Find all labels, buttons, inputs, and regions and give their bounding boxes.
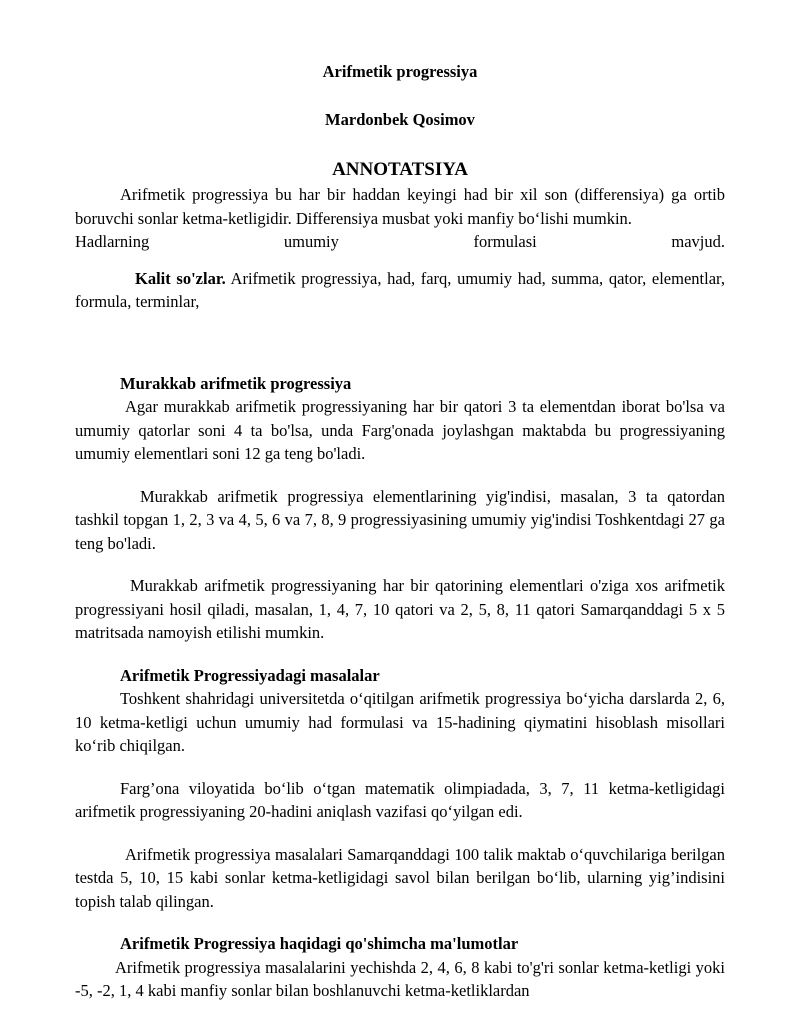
paragraph: Toshkent shahridagi universitetda o‘qitilgan arifmetik progressiya bo‘yicha darslarda 2, 6, 10 ketma-ketligi uchun umumiy had formulasi va 15-hadining qiymatini hisoblash misollari ko‘rib chiqilgan. — [75, 689, 725, 755]
section-qoshimcha-malumotlar — [75, 932, 725, 1003]
paragraph: Agar murakkab arifmetik progressiyaning har bir qatori 3 ta elementdan iborat bo'lsa va umumiy qatorlar soni 4 ta bo'lsa, unda Farg'onada joylashgan maktabda bu progressiyaning umumiy elementlari soni 12 ga teng bo'ladi. — [75, 397, 725, 463]
section-heading: Arifmetik Progressiya haqidagi qo'shimcha ma'lumotlar — [120, 934, 519, 953]
paragraph: Farg’ona viloyatida bo‘lib o‘tgan matematik olimpiadada, 3, 7, 11 ketma-ketligidagi arifmetik progressiyaning 20-hadini aniqlash vazifasi qo‘yilgan edi. — [75, 778, 725, 821]
section-progressiyadagi-masalalar — [75, 664, 725, 914]
document-title: Arifmetik progressiya — [322, 62, 478, 81]
paragraph: Arifmetik progressiya masalalari Samarqanddagi 100 talik maktab o‘quvchilariga berilgan testda 5, 10, 15 kabi sonlar ketma-ketligidagi savol bilan berilgan bo‘lib, ularning yig’indisini topish talab qilingan. — [75, 844, 725, 911]
annotation-spread-line: Hadlarning umumiy formulasi mavjud. — [75, 232, 725, 251]
annotation-heading: ANNOTATSIYA — [332, 159, 468, 180]
keywords-label: Kalit so'zlar. — [135, 268, 226, 288]
annotation-paragraph: Arifmetik progressiya bu har bir haddan keyingi had bir xil son (differensiya) ga ortib boruvchi sonlar ketma-ketligidir. Differensiya musbat yoki manfiy bo‘lishi mumkin. — [75, 185, 725, 228]
keywords-paragraph — [75, 267, 725, 314]
section-heading: Murakkab arifmetik progressiya — [120, 373, 352, 393]
section-murakkab-arifmetik-progressiya — [75, 372, 725, 645]
paragraph: Murakkab arifmetik progressiyaning har bir qatorining elementlari o'ziga xos arifmetik progressiyani hosil qiladi, masalan, 1, 4, 7, 10 qatori va 2, 5, 8, 11 qatori Samarqanddagi 5 x 5 matritsada namoyish etilishi mumkin. — [75, 576, 725, 642]
paragraph: Arifmetik progressiya masalalarini yechishda 2, 4, 6, 8 kabi to'g'ri sonlar ketma-ketligi yoki -5, -2, 1, 4 kabi manfiy sonlar bilan boshlanuvchi ketma-ketliklardan — [75, 957, 725, 1000]
keywords-text: Arifmetik progressiya, had, farq, umumiy had, summa, qator, elementlar, formula, terminlar, — [75, 268, 725, 311]
section-heading: Arifmetik Progressiyadagi masalalar — [120, 665, 380, 685]
document-author: Mardonbek Qosimov — [325, 109, 475, 129]
paragraph: Murakkab arifmetik progressiya elementlarining yig'indisi, masalan, 3 ta qatordan tashkil topgan 1, 2, 3 va 4, 5, 6 va 7, 8, 9 progressiyasining umumiy yig'indisi Toshkentdagi 27 ga teng bo'ladi. — [75, 486, 725, 553]
